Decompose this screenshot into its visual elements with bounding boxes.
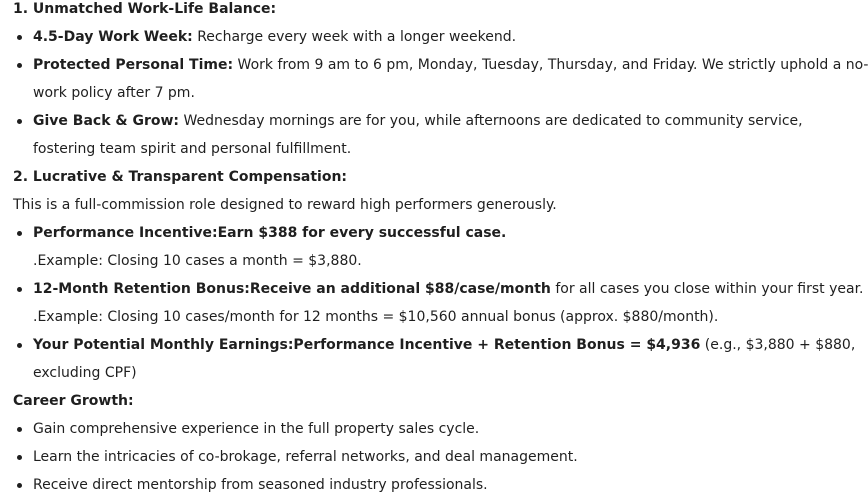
item-example: .Example: Closing 10 cases/month for 12 months = $10,560 annual bonus (approx. $880/month). <box>33 309 719 325</box>
item-continuation: fostering team spirit and personal fulfillment. <box>33 141 352 157</box>
item-label: 12-Month Retention Bonus:Receive an additional $88/case/month <box>33 281 551 297</box>
bullet-icon <box>17 455 22 460</box>
list-item <box>33 107 812 135</box>
bullet-icon <box>17 63 22 68</box>
item-text: Recharge every week with a longer weekend. <box>192 29 517 45</box>
item-label: Give Back & Grow: <box>33 113 180 129</box>
list-item <box>33 331 856 359</box>
bullet-icon <box>17 483 22 488</box>
item-text: (e.g., $3,880 + $880, <box>700 337 856 353</box>
bullet-icon <box>17 343 22 348</box>
list-item <box>33 219 812 247</box>
item-text: Learn the intricacies of co-brokage, referral networks, and deal management. <box>33 449 578 465</box>
item-continuation: work policy after 7 pm. <box>33 85 195 101</box>
list-item <box>33 23 812 51</box>
item-text: for all cases you close within your first year. <box>550 281 864 297</box>
heading-compensation: 2. Lucrative & Transparent Compensation: <box>13 169 348 185</box>
item-text: Work from 9 am to 6 pm, Monday, Tuesday, Thursday, and Friday. We strictly uphold a no- <box>233 57 868 73</box>
list-item <box>33 275 864 303</box>
item-text: Wednesday mornings are for you, while afternoons are dedicated to community service, <box>179 113 803 129</box>
list-item <box>33 471 812 499</box>
item-label: Protected Personal Time: <box>33 57 234 73</box>
item-label: 4.5-Day Work Week: <box>33 29 193 45</box>
item-text: Receive direct mentorship from seasoned industry professionals. <box>33 477 488 493</box>
item-continuation: excluding CPF) <box>33 365 137 381</box>
item-text: Gain comprehensive experience in the full property sales cycle. <box>33 421 480 437</box>
item-label: Performance Incentive:Earn $388 for every successful case. <box>33 225 507 241</box>
list-item <box>33 415 812 443</box>
bullet-icon <box>17 35 22 40</box>
bullet-icon <box>17 119 22 124</box>
item-label: Your Potential Monthly Earnings:Performance Incentive + Retention Bonus = $4,936 <box>33 337 701 353</box>
compensation-intro: This is a full-commission role designed to reward high performers generously. <box>13 197 557 213</box>
bullet-icon <box>17 427 22 432</box>
heading-work-life: 1. Unmatched Work-Life Balance: <box>13 1 277 17</box>
bullet-icon <box>17 287 22 292</box>
list-item <box>33 443 812 471</box>
heading-career: Career Growth: <box>13 393 134 409</box>
bullet-icon <box>17 231 22 236</box>
item-example: .Example: Closing 10 cases a month = $3,880. <box>33 253 362 269</box>
list-item <box>33 51 868 79</box>
